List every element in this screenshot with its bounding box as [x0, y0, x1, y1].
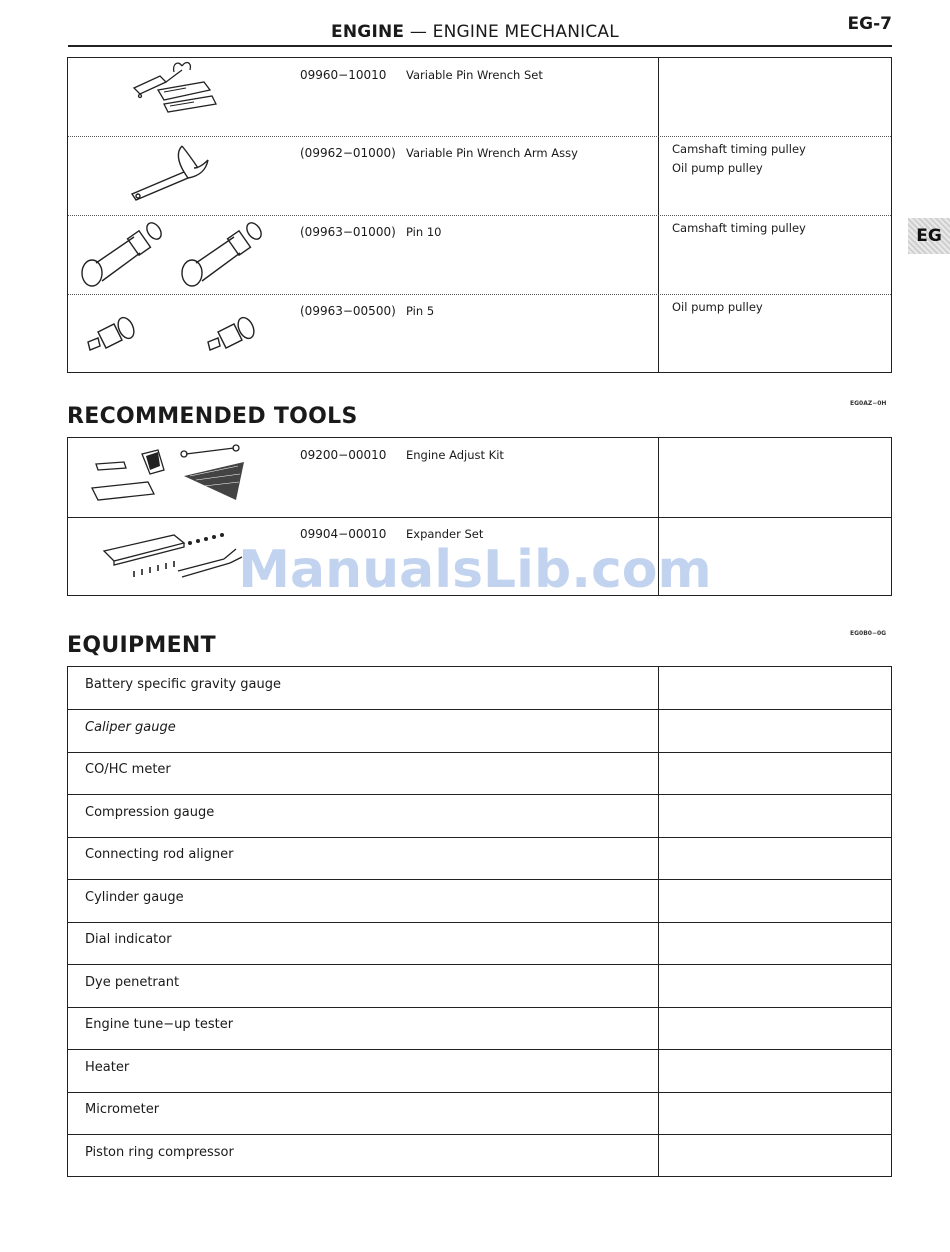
tool-row: [68, 294, 891, 373]
part-number: (09963−01000): [300, 225, 396, 239]
equipment-row: [68, 752, 891, 795]
equipment-name: Dial indicator: [85, 932, 172, 947]
equipment-row: [68, 922, 891, 965]
recommended-tools-heading: RECOMMENDED TOOLS: [67, 404, 358, 429]
part-name: Variable Pin Wrench Set: [406, 68, 543, 82]
tool-row: [68, 58, 891, 137]
section-code: EG0AZ−0H: [850, 400, 887, 407]
equipment-name: Heater: [85, 1059, 130, 1075]
tool-note-line: Camshaft timing pulley: [672, 142, 806, 156]
section-side-tab: EG: [908, 218, 950, 254]
equipment-row: [68, 1007, 891, 1050]
tool-note: [672, 219, 806, 238]
equipment-name: Cylinder gauge: [85, 889, 184, 905]
equipment-row: [68, 710, 891, 753]
equipment-row: [68, 1092, 891, 1135]
equipment-row: [68, 1050, 891, 1093]
header-title-rest: — ENGINE MECHANICAL: [404, 22, 619, 42]
equipment-name: CO/HC meter: [85, 762, 171, 777]
section-code: EG0B0−0G: [850, 630, 887, 637]
equipment-row: [68, 667, 891, 710]
engine-adjust-kit-icon: [74, 440, 294, 514]
tool-row: [68, 438, 891, 518]
part-name: Pin 5: [406, 304, 435, 318]
tool-row: [68, 215, 891, 295]
equipment-name: Compression gauge: [85, 804, 215, 820]
equipment-name: Piston ring compressor: [85, 1144, 234, 1160]
pin-5-icon: [74, 296, 294, 370]
tool-note-line: Camshaft timing pulley: [672, 221, 806, 235]
tool-note: [672, 140, 806, 178]
part-name: Pin 10: [406, 225, 442, 239]
equipment-name: Caliper gauge: [85, 719, 176, 735]
header-title-bold: ENGINE: [331, 22, 405, 42]
tool-row: [68, 136, 891, 216]
pin-10-icon: [74, 217, 294, 291]
page-header-title: [0, 22, 950, 42]
part-number: (09962−01000): [300, 146, 396, 160]
equipment-name: Connecting rod aligner: [85, 847, 234, 862]
equipment-row: [68, 795, 891, 838]
watermark: ManualsLib.com: [238, 540, 712, 600]
header-rule: [68, 45, 892, 47]
tool-note-line: Oil pump pulley: [672, 300, 763, 314]
equipment-heading: EQUIPMENT: [67, 633, 216, 658]
pin-wrench-set-icon: [74, 60, 294, 134]
tool-note-line: Oil pump pulley: [672, 161, 763, 175]
wrench-arm-icon: [74, 138, 294, 212]
tool-note: [672, 298, 763, 317]
special-tools-table: [67, 57, 892, 373]
equipment-name: Micrometer: [85, 1102, 160, 1117]
part-name: Expander Set: [406, 527, 484, 541]
equipment-row: [68, 1135, 891, 1177]
equipment-name: Engine tune−up tester: [85, 1017, 234, 1032]
part-number: (09963−00500): [300, 304, 396, 318]
page-number: EG-7: [847, 14, 892, 34]
equipment-name: Battery specific gravity gauge: [85, 677, 281, 692]
part-name: Variable Pin Wrench Arm Assy: [406, 146, 578, 160]
equipment-table: [67, 666, 892, 1177]
part-name: Engine Adjust Kit: [406, 448, 504, 462]
part-number: 09960−10010: [300, 68, 387, 82]
equipment-name: Dye penetrant: [85, 974, 180, 990]
part-number: 09904−00010: [300, 527, 387, 541]
equipment-row: [68, 837, 891, 880]
equipment-row: [68, 880, 891, 923]
part-number: 09200−00010: [300, 448, 387, 462]
equipment-row: [68, 965, 891, 1008]
